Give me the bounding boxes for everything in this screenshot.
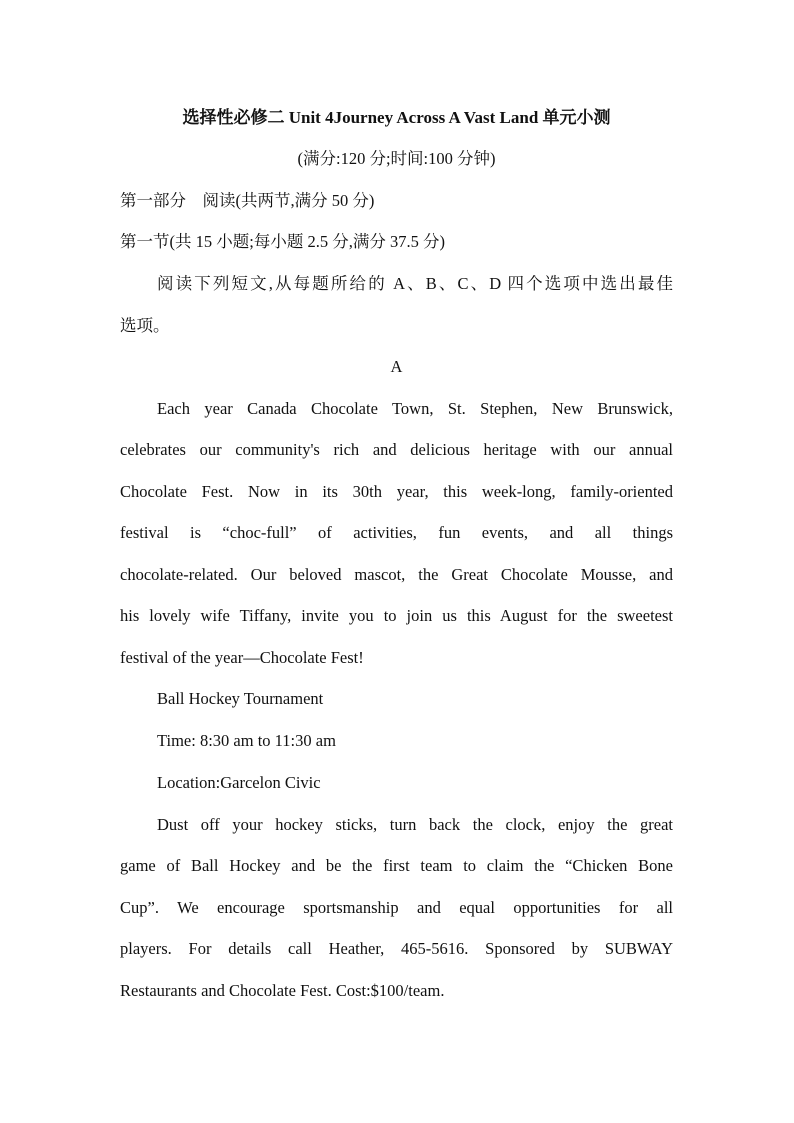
passage-line: his lovely wife Tiffany, invite you to join us this August for the sweetest <box>120 606 673 625</box>
event-line: game of Ball Hockey and be the first team to claim the “Chicken Bone <box>120 856 673 875</box>
event-time: Time: 8:30 am to 11:30 am <box>157 731 336 750</box>
passage-line: chocolate-related. Our beloved mascot, the Great Chocolate Mousse, and <box>120 565 673 584</box>
page-title: 选择性必修二 Unit 4Journey Across A Vast Land 单元小测 <box>182 108 611 127</box>
passage-label: A <box>390 357 403 376</box>
passage-line: festival of the year—Chocolate Fest! <box>120 648 364 667</box>
passage-line: Chocolate Fest. Now in its 30th year, this week-long, family-oriented <box>120 482 673 501</box>
event-line: Dust off your hockey sticks, turn back the clock, enjoy the great <box>157 815 673 834</box>
passage-line: celebrates our community's rich and delicious heritage with our annual <box>120 440 673 459</box>
event-line: players. For details call Heather, 465-5616. Sponsored by SUBWAY <box>120 939 673 958</box>
event-name: Ball Hockey Tournament <box>157 689 324 708</box>
section-heading: 第一节(共 15 小题;每小题 2.5 分,满分 37.5 分) <box>120 232 445 251</box>
event-line: Restaurants and Chocolate Fest. Cost:$100/team. <box>120 981 445 1000</box>
passage-line: Each year Canada Chocolate Town, St. Stephen, New Brunswick, <box>157 399 673 418</box>
page-subtitle: (满分:120 分;时间:100 分钟) <box>297 149 496 168</box>
instruction-line: 阅读下列短文,从每题所给的 A、B、C、D 四个选项中选出最佳 <box>157 274 673 293</box>
event-location: Location:Garcelon Civic <box>157 773 321 792</box>
event-line: Cup”. We encourage sportsmanship and equal opportunities for all <box>120 898 673 917</box>
instruction-line: 选项。 <box>120 316 170 335</box>
part-heading: 第一部分 阅读(共两节,满分 50 分) <box>120 191 375 210</box>
passage-line: festival is “choc-full” of activities, fun events, and all things <box>120 523 673 542</box>
